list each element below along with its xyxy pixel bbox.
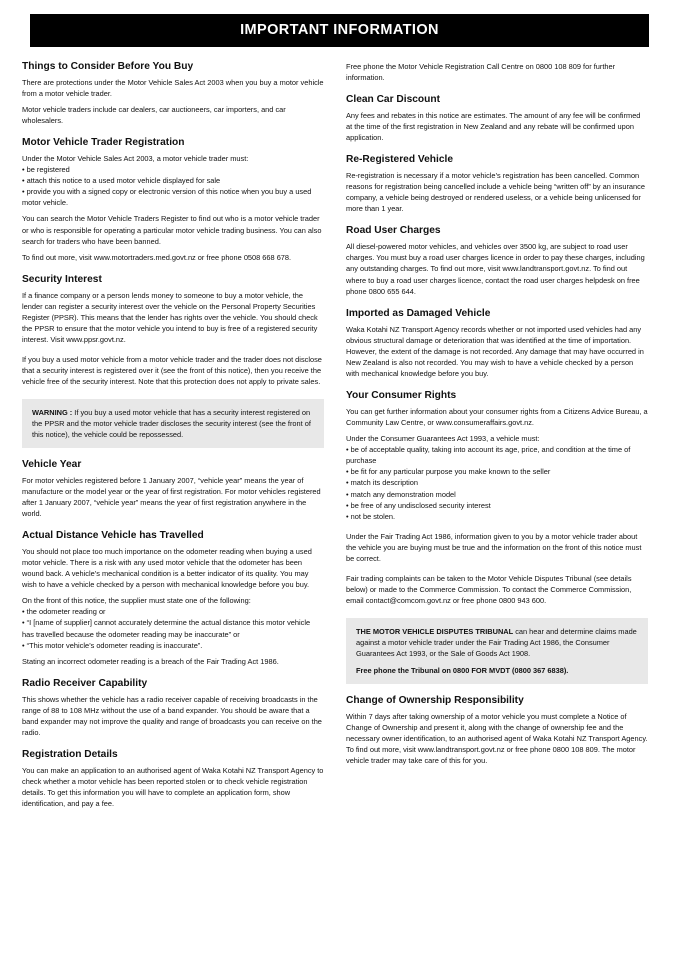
paragraph: Waka Kotahi NZ Transport Agency records whether or not imported used vehicles had any obvious structural damage or deterioration that was identified at the time of importation. However, the extent of the damage is not recorded. Any damage that may have occurred in New Zealand is also not recorded. You may wish to have a vehicle checked by a person with mechanical knowledge before you buy. (346, 324, 644, 378)
section-heading: Road User Charges (346, 225, 441, 237)
list-item: • “I [name of supplier] cannot accurately determine the actual distance this motor vehicle has travelled because the odometer reading may be inaccurate” or (22, 618, 311, 639)
tribunal-text (356, 626, 638, 659)
section-change-of-ownership (346, 695, 648, 766)
paragraph: There are protections under the Motor Vehicle Sales Act 2003 when you buy a motor vehicle from a motor vehicle trader. (22, 77, 324, 98)
paragraph: All diesel-powered motor vehicles, and vehicles over 3500 kg, are subject to road user charges. You must buy a road user charges licence in order to pay these charges, including any outstanding charges. To find out more, visit www.landtransport.govt.nz. To find out where to buy a road user charges licence, contact the road user charges helpdesk on free phone 0800 655 644. (346, 242, 645, 296)
page-title: IMPORTANT INFORMATION (30, 14, 649, 47)
section-heading: Things to Consider Before You Buy (22, 61, 194, 72)
warning-box (22, 399, 324, 448)
paragraph: You can search the Motor Vehicle Traders Register to find out who is a motor vehicle trader or who is responsible for operating a particular motor vehicle trading business. You can also search for traders who have been banned. (22, 214, 322, 246)
paragraph: Re-registration is necessary if a motor vehicle’s registration has been cancelled. Common reasons for registration being cancelled include a vehicle being “written off” by an insurance company, a vehicle being destroyed or rendered useless, or a vehicle being unlicensed for more than 1 year. (346, 171, 645, 214)
paragraph: Stating an incorrect odometer reading is a breach of the Fair Trading Act 1986. (22, 656, 279, 666)
section-imported-damaged-vehicle (346, 308, 648, 379)
list-item: • match any demonstration model (346, 489, 456, 499)
list-item: • provide you with a signed copy or electronic version of this notice when you buy a used motor vehicle. (22, 187, 312, 208)
section-heading: Imported as Damaged Vehicle (346, 307, 491, 319)
section-your-consumer-rights (346, 390, 648, 607)
list-item: • attach this notice to a used motor vehicle displayed for sale (22, 176, 221, 186)
list-item: • not be stolen. (346, 511, 396, 521)
section-actual-distance (22, 530, 324, 667)
warning-body: If you buy a used motor vehicle that has a security interest registered on the PPSR and the motor vehicle trader discloses the security interest (see the front of this notice), the vehicle could be repossessed. (32, 407, 311, 439)
list-item: • match its description (346, 478, 419, 488)
paragraph: You can get further information about your consumer rights from a Citizens Advice Bureau, a Community Law Centre, or www.consumeraffairs.govt.nz. (346, 406, 648, 427)
paragraph: On the front of this notice, the supplier must state one of the following: (22, 596, 251, 606)
tribunal-phone: Free phone the Tribunal on 0800 FOR MVDT (0800 367 6838). (356, 665, 569, 675)
paragraph: For motor vehicles registered before 1 January 2007, “vehicle year” means the year of manufacture or the model year or the year of first registration. For motor vehicles registered after 1 January 2007, “vehicle year” means the year of first registration anywhere in the world. (22, 475, 321, 518)
tribunal-label: THE MOTOR VEHICLE DISPUTES TRIBUNAL (356, 626, 514, 636)
paragraph: If a finance company or a person lends money to someone to buy a motor vehicle, the lender can register a security interest over the vehicle on the Personal Property Securities Register (PPSR). This means that the lender has rights over the vehicle. You should check the PPSR to ensure that the motor vehicle you intend to buy is free of a registered security interest. Visit www.ppsr.govt.nz. (22, 290, 318, 345)
warning-text (32, 407, 314, 440)
tribunal-body: can hear and determine claims made against a motor vehicle trader under the Fair Trading Act 1986, the Consumer Guarantees Act 1993, or the Sale of Goods Act 1908. (356, 626, 637, 658)
paragraph: To find out more, visit www.motortraders.med.govt.nz or free phone 0508 668 678. (22, 252, 292, 262)
section-security-interest (22, 274, 324, 388)
paragraph: If you buy a used motor vehicle from a motor vehicle trader and the trader does not disclose that a security interest is registered over it (see the front of this notice), then you receive the vehicle free of the security interest. Note that this protection does not apply to private sales. (22, 355, 322, 387)
paragraph: Motor vehicle traders include car dealers, car auctioneers, car importers, and car wholesalers. (22, 104, 286, 126)
list-item: • be free of any undisclosed security interest (346, 500, 491, 510)
warning-label: WARNING : (32, 407, 73, 417)
paragraph: You can make an application to an authorised agent of Waka Kotahi NZ Transport Agency to check whether a motor vehicle has been reported stolen or to check vehicle registration details. To get this information you will have to complete an application form, show identification, and pay a fee. (22, 765, 324, 809)
paragraph: You should not place too much importance on the odometer reading when buying a used motor vehicle. There is a risk with any used motor vehicle that the odometer has been wound back. A vehicle’s mechanical condition is a better indicator of its quality. You may wish to have a vehicle checked by a person with mechanical knowledge before you buy. (22, 546, 312, 590)
section-clean-car-discount (346, 94, 648, 143)
section-call-centre-note (346, 61, 648, 83)
list-item: • be of acceptable quality, taking into account its age, price, and condition at the time of purchase (346, 445, 631, 466)
section-heading: Re-Registered Vehicle (346, 154, 454, 166)
section-heading: Motor Vehicle Trader Registration (22, 137, 185, 149)
section-heading: Actual Distance Vehicle has Travelled (22, 530, 204, 542)
section-heading: Your Consumer Rights (346, 390, 457, 402)
section-re-registered-vehicle (346, 154, 648, 214)
section-heading: Security Interest (22, 273, 102, 285)
bullet-list (346, 444, 648, 522)
paragraph: Under the Fair Trading Act 1986, information given to you by a motor vehicle trader about the vehicle you are buying must be true and the information on the front of this notice must be correct. (346, 531, 642, 564)
tribunal-box (346, 618, 648, 684)
section-trader-registration (22, 137, 324, 263)
paragraph: Within 7 days after taking ownership of a motor vehicle you must complete a Notice of Change of Ownership and present it, along with the change of ownership fee and the necessary owner identification, to an authorised agent of Waka Kotahi NZ Transport Agency. To find out more, visit www.landtransport.govt.nz or free phone 0800 108 809. The motor vehicle trader may take care of this for you. (346, 711, 648, 766)
section-road-user-charges (346, 225, 648, 296)
list-item: • be fit for any particular purpose you make known to the seller (346, 467, 551, 477)
section-heading: Clean Car Discount (346, 94, 440, 106)
paragraph: Under the Consumer Guarantees Act 1993, a vehicle must: (346, 434, 540, 444)
section-radio-receiver (22, 678, 324, 738)
bullet-list (22, 606, 324, 650)
section-heading: Registration Details (22, 749, 118, 761)
list-item: • the odometer reading or (22, 607, 106, 617)
two-column-body (22, 61, 657, 820)
left-column (22, 61, 324, 820)
section-heading: Radio Receiver Capability (22, 677, 148, 689)
section-registration-details (22, 749, 324, 809)
right-column (346, 61, 648, 777)
paragraph: Free phone the Motor Vehicle Registration Call Centre on 0800 108 809 for further information. (346, 62, 616, 83)
list-item: • be registered (22, 165, 70, 175)
list-item: • “This motor vehicle’s odometer reading is inaccurate”. (22, 640, 203, 650)
paragraph: This shows whether the vehicle has a radio receiver capable of receiving broadcasts in the range of 88 to 108 MHz without the use of a band expander. You should be aware that a band expander may not improve the quality and range of broadcasts you can receive on the radio. (22, 694, 322, 737)
paragraph: Any fees and rebates in this notice are estimates. The amount of any fee will be confirmed at the time of the first registration in New Zealand and any rebate will be confirmed upon application. (346, 110, 641, 143)
paragraph: Fair trading complaints can be taken to the Motor Vehicle Disputes Tribunal (see details below) or made to the Commerce Commission. To contact the Commerce Commission, email contact@comcom.govt.nz or free phone 0800 943 600. (346, 574, 632, 606)
section-vehicle-year (22, 459, 324, 519)
section-heading: Change of Ownership Responsibility (346, 695, 524, 707)
bullet-list (22, 164, 324, 208)
paragraph: Under the Motor Vehicle Sales Act 2003, a motor vehicle trader must: (22, 153, 249, 163)
section-things-to-consider (22, 61, 324, 126)
section-heading: Vehicle Year (22, 458, 82, 470)
